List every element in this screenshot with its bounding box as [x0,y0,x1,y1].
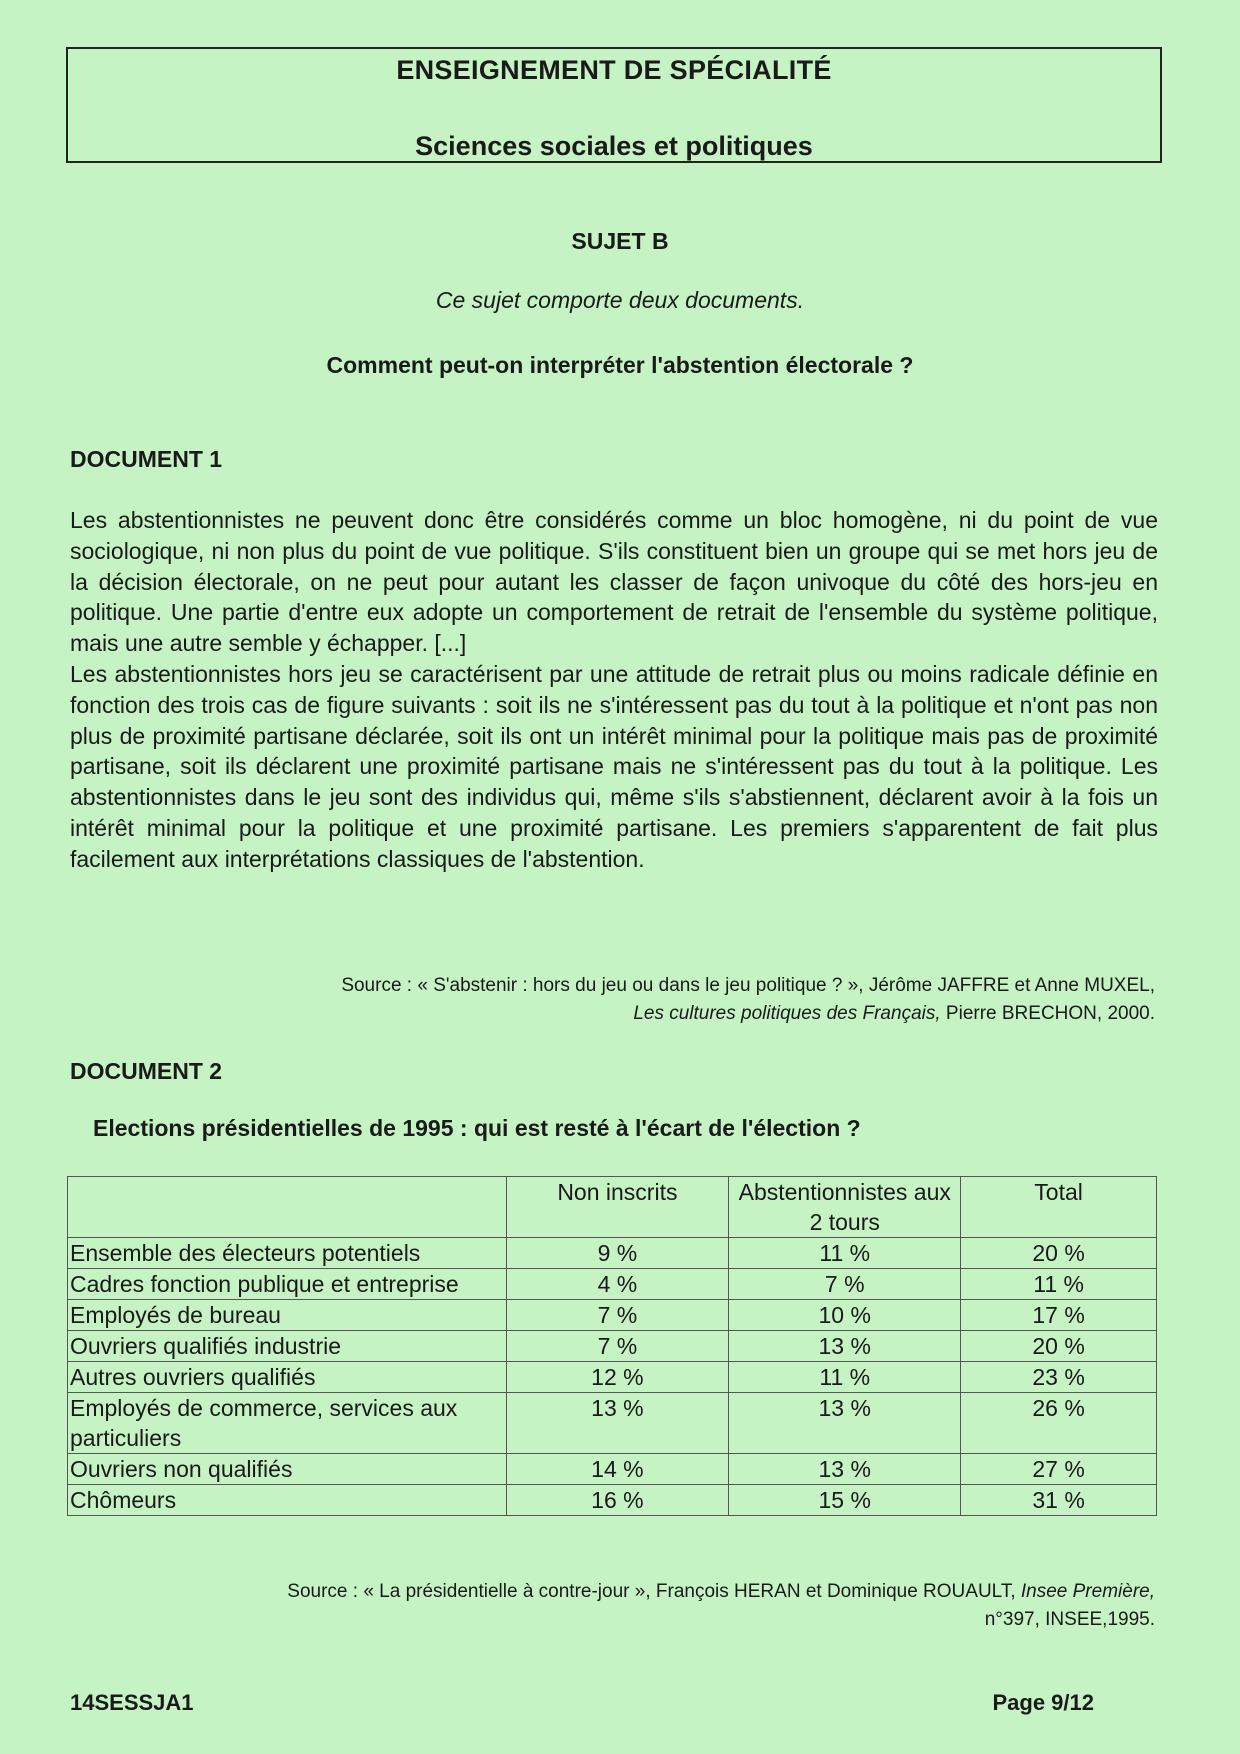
abstentionnistes-cell: 10 % [729,1300,961,1331]
doc2-source-line2: n°397, INSEE,1995. [984,1609,1155,1630]
abstentionnistes-cell: 13 % [729,1331,961,1362]
abstentionnistes-cell: 7 % [729,1269,961,1300]
header-title: ENSEIGNEMENT DE SPÉCIALITÉ [396,55,832,85]
abstentionnistes-cell: 11 % [729,1238,961,1269]
data-table [67,1176,1157,1516]
row-label-cell: Chômeurs [68,1485,507,1516]
doc1-source-line1: Source : « S'abstenir : hors du jeu ou dans le jeu politique ? », Jérôme JAFFRE et Anne MUXEL, [341,975,1155,996]
table-body [68,1238,1157,1516]
total-cell: 20 % [961,1331,1157,1362]
total-cell: 26 % [961,1393,1157,1454]
table-row [68,1269,1157,1300]
total-cell: 17 % [961,1300,1157,1331]
table-row [68,1485,1157,1516]
doc1-source-line2 [341,1000,1155,1028]
table-row [68,1393,1157,1454]
doc1-paragraph-1: Les abstentionnistes ne peuvent donc être considérés comme un bloc homogène, ni du point de vue sociologique, ni non plus du point de vue politique. S'ils constituent bien un groupe qui se met hors jeu de la décision électorale, on ne peut pour autant les classer de façon univoque du côté des hors-jeu en politique. Une partie d'entre eux adopte un comportement de retrait de l'ensemble du système politique, mais une autre semble y échapper. [...] [70,507,1158,657]
header-subtitle: Sciences sociales et politiques [415,131,813,161]
non-inscrits-cell: 16 % [506,1485,729,1516]
total-cell: 11 % [961,1269,1157,1300]
abstentionnistes-cell: 11 % [729,1362,961,1393]
table-row [68,1238,1157,1269]
subject-question: Comment peut-on interpréter l'abstention électorale ? [326,352,914,378]
total-cell: 31 % [961,1485,1157,1516]
non-inscrits-cell: 14 % [506,1454,729,1485]
non-inscrits-cell: 12 % [506,1362,729,1393]
doc2-source [287,1578,1155,1634]
subject-label: SUJET B [571,228,669,254]
abstentionnistes-cell: 15 % [729,1485,961,1516]
row-label-cell: Cadres fonction publique et entreprise [68,1269,507,1300]
table-row [68,1362,1157,1393]
non-inscrits-cell: 13 % [506,1393,729,1454]
header-box [66,47,1162,163]
non-inscrits-cell: 7 % [506,1331,729,1362]
doc2-heading: DOCUMENT 2 [70,1058,223,1084]
doc1-heading: DOCUMENT 1 [70,446,223,472]
abstentionnistes-cell: 13 % [729,1454,961,1485]
table-title: Elections présidentielles de 1995 : qui est resté à l'écart de l'élection ? [93,1115,861,1141]
doc1-source-author: Pierre BRECHON, 2000. [940,1003,1155,1024]
row-label-cell: Employés de bureau [68,1300,507,1331]
header-cell-empty [68,1177,507,1238]
table-header-row [68,1177,1157,1238]
table-row [68,1331,1157,1362]
table-row [68,1300,1157,1331]
row-label-cell: Ensemble des électeurs potentiels [68,1238,507,1269]
doc2-source-journal: Insee Première, [1020,1581,1155,1602]
table-row [68,1454,1157,1485]
non-inscrits-cell: 7 % [506,1300,729,1331]
row-label-cell: Ouvriers qualifiés industrie [68,1331,507,1362]
header-cell-total: Total [961,1177,1157,1238]
non-inscrits-cell: 9 % [506,1238,729,1269]
footer-code: 14SESSJA1 [70,1690,194,1715]
doc2-source-line1 [287,1578,1155,1606]
row-label-cell: Employés de commerce, services aux particuliers [68,1393,507,1454]
subject-note: Ce sujet comporte deux documents. [435,287,805,313]
row-label-cell: Autres ouvriers qualifiés [68,1362,507,1393]
row-label-cell: Ouvriers non qualifiés [68,1454,507,1485]
total-cell: 20 % [961,1238,1157,1269]
doc1-source-book: Les cultures politiques des Français, [633,1003,941,1024]
abstentionnistes-cell: 13 % [729,1393,961,1454]
header-cell-abstentionnistes: Abstentionnistes aux 2 tours [729,1177,961,1238]
footer-page: Page 9/12 [992,1690,1094,1715]
total-cell: 23 % [961,1362,1157,1393]
doc1-paragraph-2: Les abstentionnistes hors jeu se caractérisent par une attitude de retrait plus ou moins radicale définie en fonction des trois cas de figure suivants : soit ils ne s'intéressent pas du tout à la politique et n'ont pas non plus de proximité partisane déclarée, soit ils ont un intérêt minimal pour la politique mais pas de proximité partisane, soit ils déclarent une proximité partisane mais ne s'intéressent pas du tout à la politique. Les abstentionnistes dans le jeu sont des individus qui, même s'ils s'abstiennent, déclarent avoir à la fois un intérêt minimal pour la politique et une proximité partisane. Les premiers s'apparentent de fait plus facilement aux interprétations classiques de l'abstention. [70,660,1158,872]
doc1-text [70,505,1158,875]
header-cell-non-inscrits: Non inscrits [506,1177,729,1238]
doc2-source-text: Source : « La présidentielle à contre-jour », François HERAN et Dominique ROUAULT, [287,1581,1021,1602]
non-inscrits-cell: 4 % [506,1269,729,1300]
doc1-source [341,972,1155,1028]
total-cell: 27 % [961,1454,1157,1485]
